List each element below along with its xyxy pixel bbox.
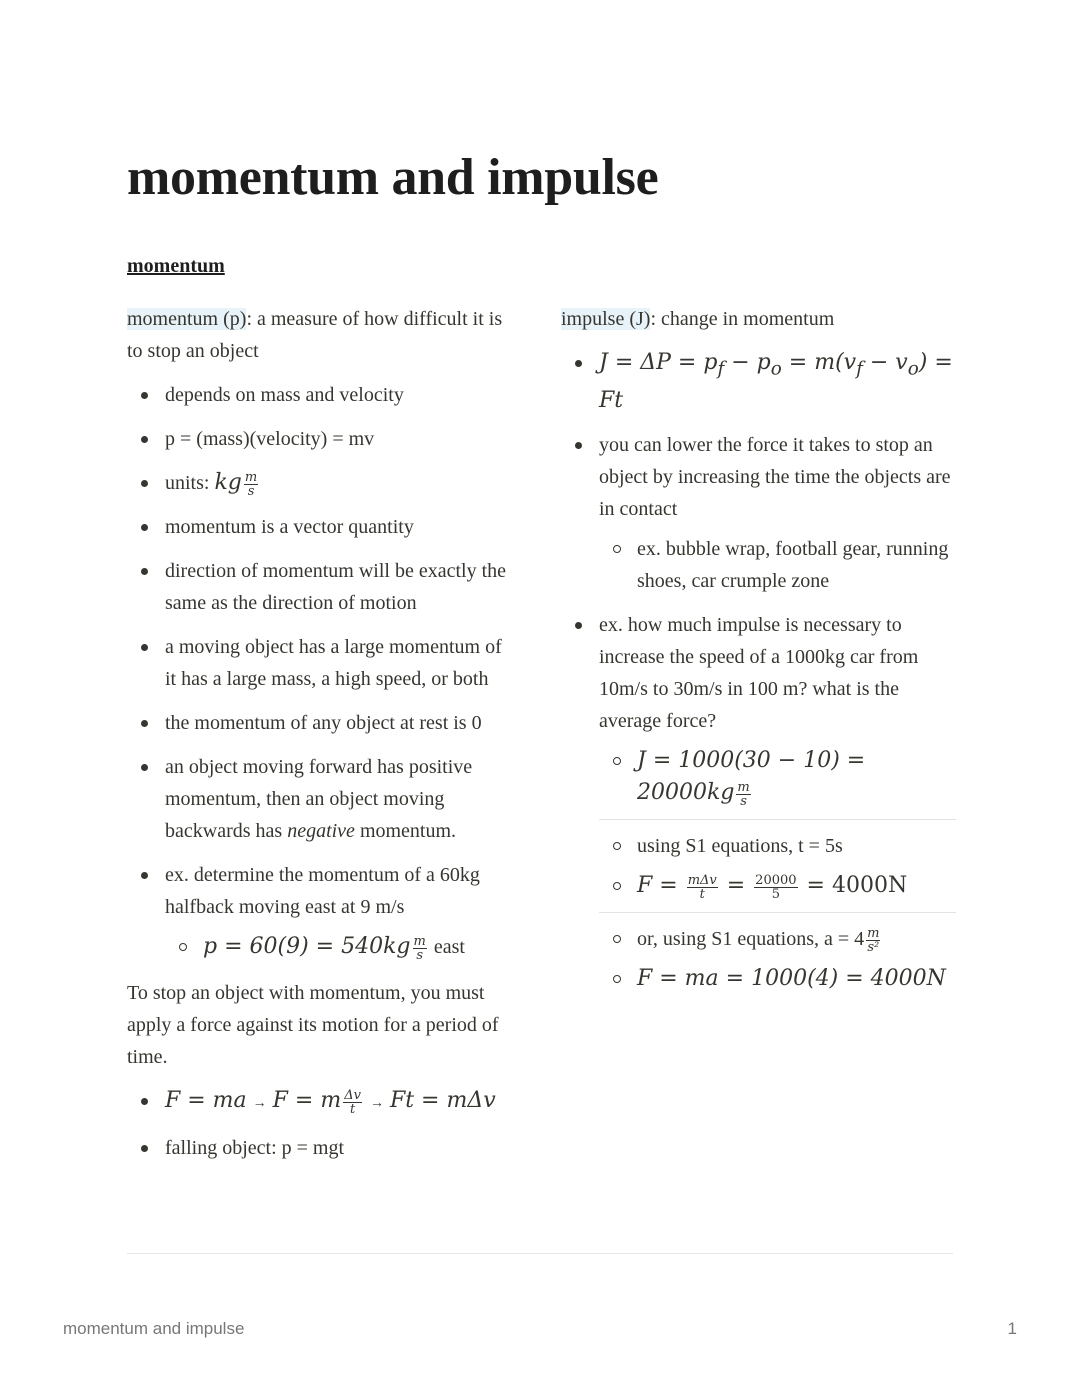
list-item	[165, 931, 517, 963]
impulse-eq-part: J = ΔP = p	[599, 350, 718, 375]
question-list	[561, 609, 956, 737]
page-number: 1	[1007, 1319, 1017, 1338]
bullet-text: you can lower the force it takes to stop an object by increasing the time the objects are in contact	[599, 434, 951, 521]
list-item	[561, 609, 956, 737]
arrow-icon: →	[252, 1096, 267, 1111]
crumple-sub-list	[599, 533, 956, 597]
stop-paragraph: To stop an object with momentum, you must apply a force against its motion for a period of time.	[127, 982, 499, 1068]
left-column	[127, 303, 517, 1164]
impulse-bullet-list	[561, 347, 956, 525]
answer-equation: F = ma = 1000(4) = 4000N	[637, 966, 946, 992]
list-item	[127, 859, 517, 923]
list-item	[599, 963, 956, 995]
force-fraction	[343, 1089, 362, 1116]
bullet-text: using S1 equations, t = 5s	[637, 835, 843, 858]
impulse-term: impulse (J)	[561, 308, 651, 330]
force-bullet-list	[127, 1085, 517, 1164]
page-title: momentum and impulse	[127, 149, 659, 206]
example-sub-list	[165, 931, 517, 963]
example-equation: p = 60(9) = 540kg	[203, 934, 411, 959]
list-item	[561, 429, 956, 525]
answer-result: = 4000N	[799, 873, 908, 899]
list-item	[127, 423, 517, 455]
answer-sub-list-2	[599, 830, 956, 902]
fraction-denominator: s	[247, 483, 255, 499]
fraction-numerator: m	[737, 780, 750, 796]
bullet-text: an object moving forward has positive momentum, then an object moving backwards has	[165, 756, 473, 842]
fraction-numerator: m	[244, 469, 258, 485]
impulse-eq-part: − v	[862, 350, 908, 375]
force-equation-2: F = m	[272, 1088, 342, 1113]
bullet-text: ex. bubble wrap, football gear, running shoes, car crumple zone	[637, 538, 949, 593]
bottom-divider	[127, 1253, 953, 1254]
section-heading: momentum	[127, 255, 225, 277]
arrow-icon: →	[369, 1096, 384, 1111]
list-item	[127, 467, 517, 499]
momentum-term: momentum (p)	[127, 308, 247, 330]
list-item	[599, 830, 956, 862]
answer-fraction	[754, 874, 797, 901]
list-item	[599, 923, 956, 955]
impulse-eq-part: − p	[724, 350, 771, 375]
list-item	[599, 533, 956, 597]
divider	[599, 912, 956, 913]
fraction-numerator: Δv	[344, 1087, 361, 1103]
answer-fraction	[687, 874, 718, 901]
bullet-text: falling object: p = mgt	[165, 1137, 345, 1159]
fraction-denominator: s	[416, 947, 423, 963]
momentum-definition-text: : a measure of how difficult it is to stop an object	[127, 308, 503, 362]
bullet-text: a moving object has a large momentum of it has a large mass, a high speed, or both	[165, 636, 502, 690]
example-direction: east	[428, 936, 465, 958]
fraction-denominator: t	[349, 1101, 356, 1117]
list-item	[127, 751, 517, 847]
list-item	[127, 1132, 517, 1164]
list-item	[127, 555, 517, 619]
bullet-text: ex. determine the momentum of a 60kg halfback moving east at 9 m/s	[165, 864, 480, 918]
subscript: f	[717, 358, 725, 380]
impulse-definition-text: : change in momentum	[650, 308, 835, 330]
list-item	[599, 870, 956, 902]
impulse-eq-part: ) = Ft	[599, 350, 953, 414]
force-equation-1: F = ma	[165, 1088, 247, 1113]
answer-fraction	[736, 781, 750, 808]
subscript: o	[907, 358, 919, 380]
fraction-denominator: s²	[867, 940, 880, 956]
impulse-definition	[561, 303, 956, 335]
bullet-text: direction of momentum will be exactly the same as the direction of motion	[165, 560, 507, 614]
footer-title: momentum and impulse	[63, 1319, 245, 1338]
answer-fraction	[866, 927, 880, 954]
momentum-bullet-list	[127, 379, 517, 923]
answer-sub-list-3	[599, 923, 956, 995]
bullet-text: units:	[165, 472, 215, 494]
impulse-eq-part: = m(v	[781, 350, 857, 375]
answer-sub-list-1	[599, 745, 956, 809]
list-item	[599, 745, 956, 809]
bullet-text: or, using S1 equations, a = 4	[637, 928, 865, 951]
fraction-denominator: 5	[771, 887, 780, 903]
momentum-definition	[127, 303, 517, 367]
right-column	[561, 303, 956, 995]
fraction-numerator: m	[413, 933, 426, 949]
bullet-text: depends on mass and velocity	[165, 384, 404, 406]
list-item	[127, 707, 517, 739]
fraction-denominator: t	[699, 887, 705, 903]
equals-sign: =	[719, 873, 753, 899]
divider	[599, 819, 956, 820]
list-item	[127, 511, 517, 543]
subscript: f	[856, 358, 863, 380]
answer-equation: J = 1000(30 − 10) = 20000kg	[637, 748, 866, 806]
list-item	[127, 1085, 517, 1120]
units-fraction	[244, 471, 258, 498]
bullet-text: the momentum of any object at rest is 0	[165, 712, 482, 734]
list-item	[127, 379, 517, 411]
list-item	[127, 631, 517, 695]
fraction-numerator: m	[867, 926, 880, 942]
bullet-text: ex. how much impulse is necessary to increase the speed of a 1000kg car from 10m/s to 30m/s in 100 m? what is the average force?	[599, 614, 919, 733]
subscript: o	[770, 358, 782, 380]
list-item	[561, 347, 956, 417]
fraction-denominator: s	[740, 794, 747, 810]
force-equation-3: Ft = mΔv	[389, 1088, 496, 1113]
fraction-numerator: mΔv	[687, 873, 717, 889]
fraction-numerator: 20000	[755, 873, 797, 889]
example-fraction	[413, 935, 427, 962]
answer-equation: F =	[637, 873, 685, 899]
bullet-text: momentum is a vector quantity	[165, 516, 414, 538]
bullet-text: momentum.	[354, 820, 457, 842]
emphasis-text: negative	[287, 820, 355, 842]
impulse-equation	[599, 350, 953, 413]
units-math: kg	[214, 470, 242, 495]
bullet-text: p = (mass)(velocity) = mv	[165, 428, 375, 450]
